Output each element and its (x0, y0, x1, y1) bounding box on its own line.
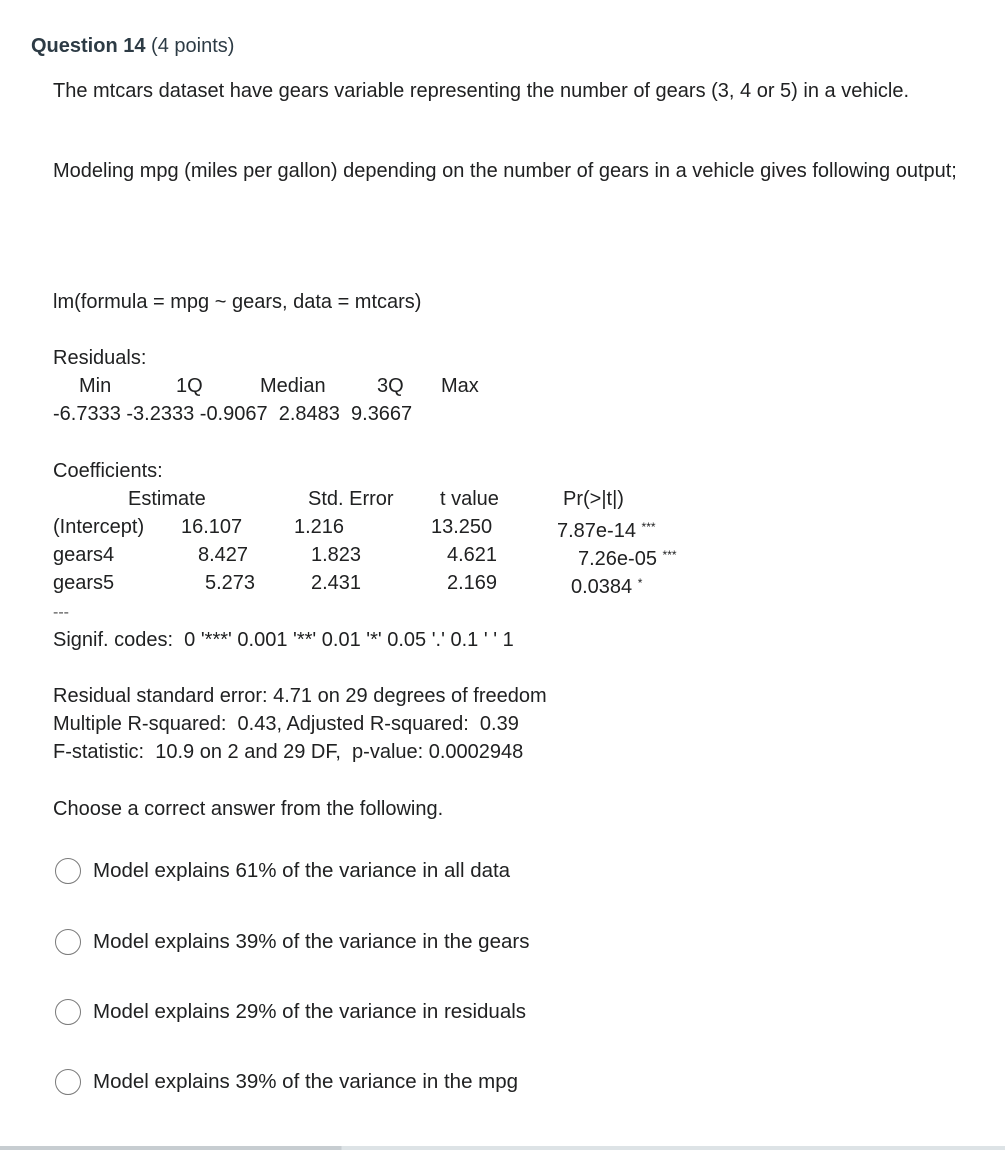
bottom-divider (0, 1146, 1005, 1150)
coef-row-estimate: 8.427 (198, 544, 249, 566)
r-squared: Multiple R-squared: 0.43, Adjusted R-squared: 0.39 (53, 713, 519, 735)
answer-option-label[interactable]: Model explains 39% of the variance in the mpg (93, 1070, 519, 1093)
radio-button-icon[interactable] (55, 929, 81, 955)
answer-option[interactable] (55, 997, 526, 1027)
coef-p-text: 7.26e-05 (578, 548, 657, 570)
answer-option[interactable] (55, 927, 529, 957)
residuals-col-1q: 1Q (176, 375, 203, 397)
coef-row-std-error: 1.823 (311, 544, 362, 566)
coef-row-std-error: 2.431 (311, 572, 362, 594)
coef-row-std-error: 1.216 (294, 516, 345, 538)
coef-header-t-value: t value (440, 488, 499, 510)
radio-button-icon[interactable] (55, 858, 81, 884)
coef-row-t-value: 13.250 (431, 516, 493, 538)
coef-row-name: (Intercept) (53, 516, 145, 538)
answer-option-label[interactable]: Model explains 61% of the variance in all data (93, 859, 511, 882)
coef-row-name: gears5 (53, 572, 115, 594)
residuals-col-3q: 3Q (377, 375, 404, 397)
coef-sig-stars: *** (662, 548, 677, 562)
coef-header-estimate: Estimate (128, 488, 206, 510)
answer-option-label[interactable]: Model explains 29% of the variance in residuals (93, 1000, 527, 1023)
coef-header-p-value: Pr(>|t|) (563, 488, 624, 510)
answer-prompt: Choose a correct answer from the following. (53, 798, 444, 820)
coef-sig-stars: * (637, 576, 643, 590)
coef-sig-stars: *** (641, 520, 656, 534)
answer-option[interactable] (55, 1067, 518, 1097)
residuals-col-max: Max (441, 375, 479, 397)
answer-option-label[interactable]: Model explains 39% of the variance in the gears (93, 930, 530, 953)
question-points: (4 points) (151, 35, 235, 57)
question-modeling: Modeling mpg (miles per gallon) depending on the number of gears in a vehicle gives following output; (53, 160, 957, 182)
f-statistic: F-statistic: 10.9 on 2 and 29 DF, p-value: 0.0002948 (53, 741, 524, 763)
residuals-label: Residuals: (53, 347, 147, 369)
residuals-col-median: Median (260, 375, 326, 397)
residual-standard-error: Residual standard error: 4.71 on 29 degrees of freedom (53, 685, 547, 707)
residuals-col-min: Min (79, 375, 112, 397)
question-intro: The mtcars dataset have gears variable representing the number of gears (3, 4 or 5) in a vehicle. (53, 80, 910, 102)
coef-p-text: 0.0384 (571, 576, 633, 598)
coef-row-t-value: 4.621 (447, 544, 498, 566)
coef-row-estimate: 16.107 (181, 516, 243, 538)
coefficients-label: Coefficients: (53, 460, 163, 482)
radio-button-icon[interactable] (55, 1069, 81, 1095)
coef-row-name: gears4 (53, 544, 115, 566)
coef-p-text: 7.87e-14 (557, 520, 636, 542)
signif-codes: Signif. codes: 0 '***' 0.001 '**' 0.01 '*' 0.05 '.' 0.1 ' ' 1 (53, 629, 514, 651)
question-header (31, 32, 234, 60)
answer-option[interactable] (55, 856, 510, 886)
coef-row-p-value (571, 569, 642, 601)
lm-call: lm(formula = mpg ~ gears, data = mtcars) (53, 291, 422, 313)
coef-row-t-value: 2.169 (447, 572, 498, 594)
question-number: Question 14 (31, 35, 146, 57)
coef-header-std-error: Std. Error (308, 488, 394, 510)
residuals-values: -6.7333 -3.2333 -0.9067 2.8483 9.3667 (53, 403, 413, 425)
coef-row-estimate: 5.273 (205, 572, 256, 594)
radio-button-icon[interactable] (55, 999, 81, 1025)
output-separator: --- (53, 604, 69, 621)
